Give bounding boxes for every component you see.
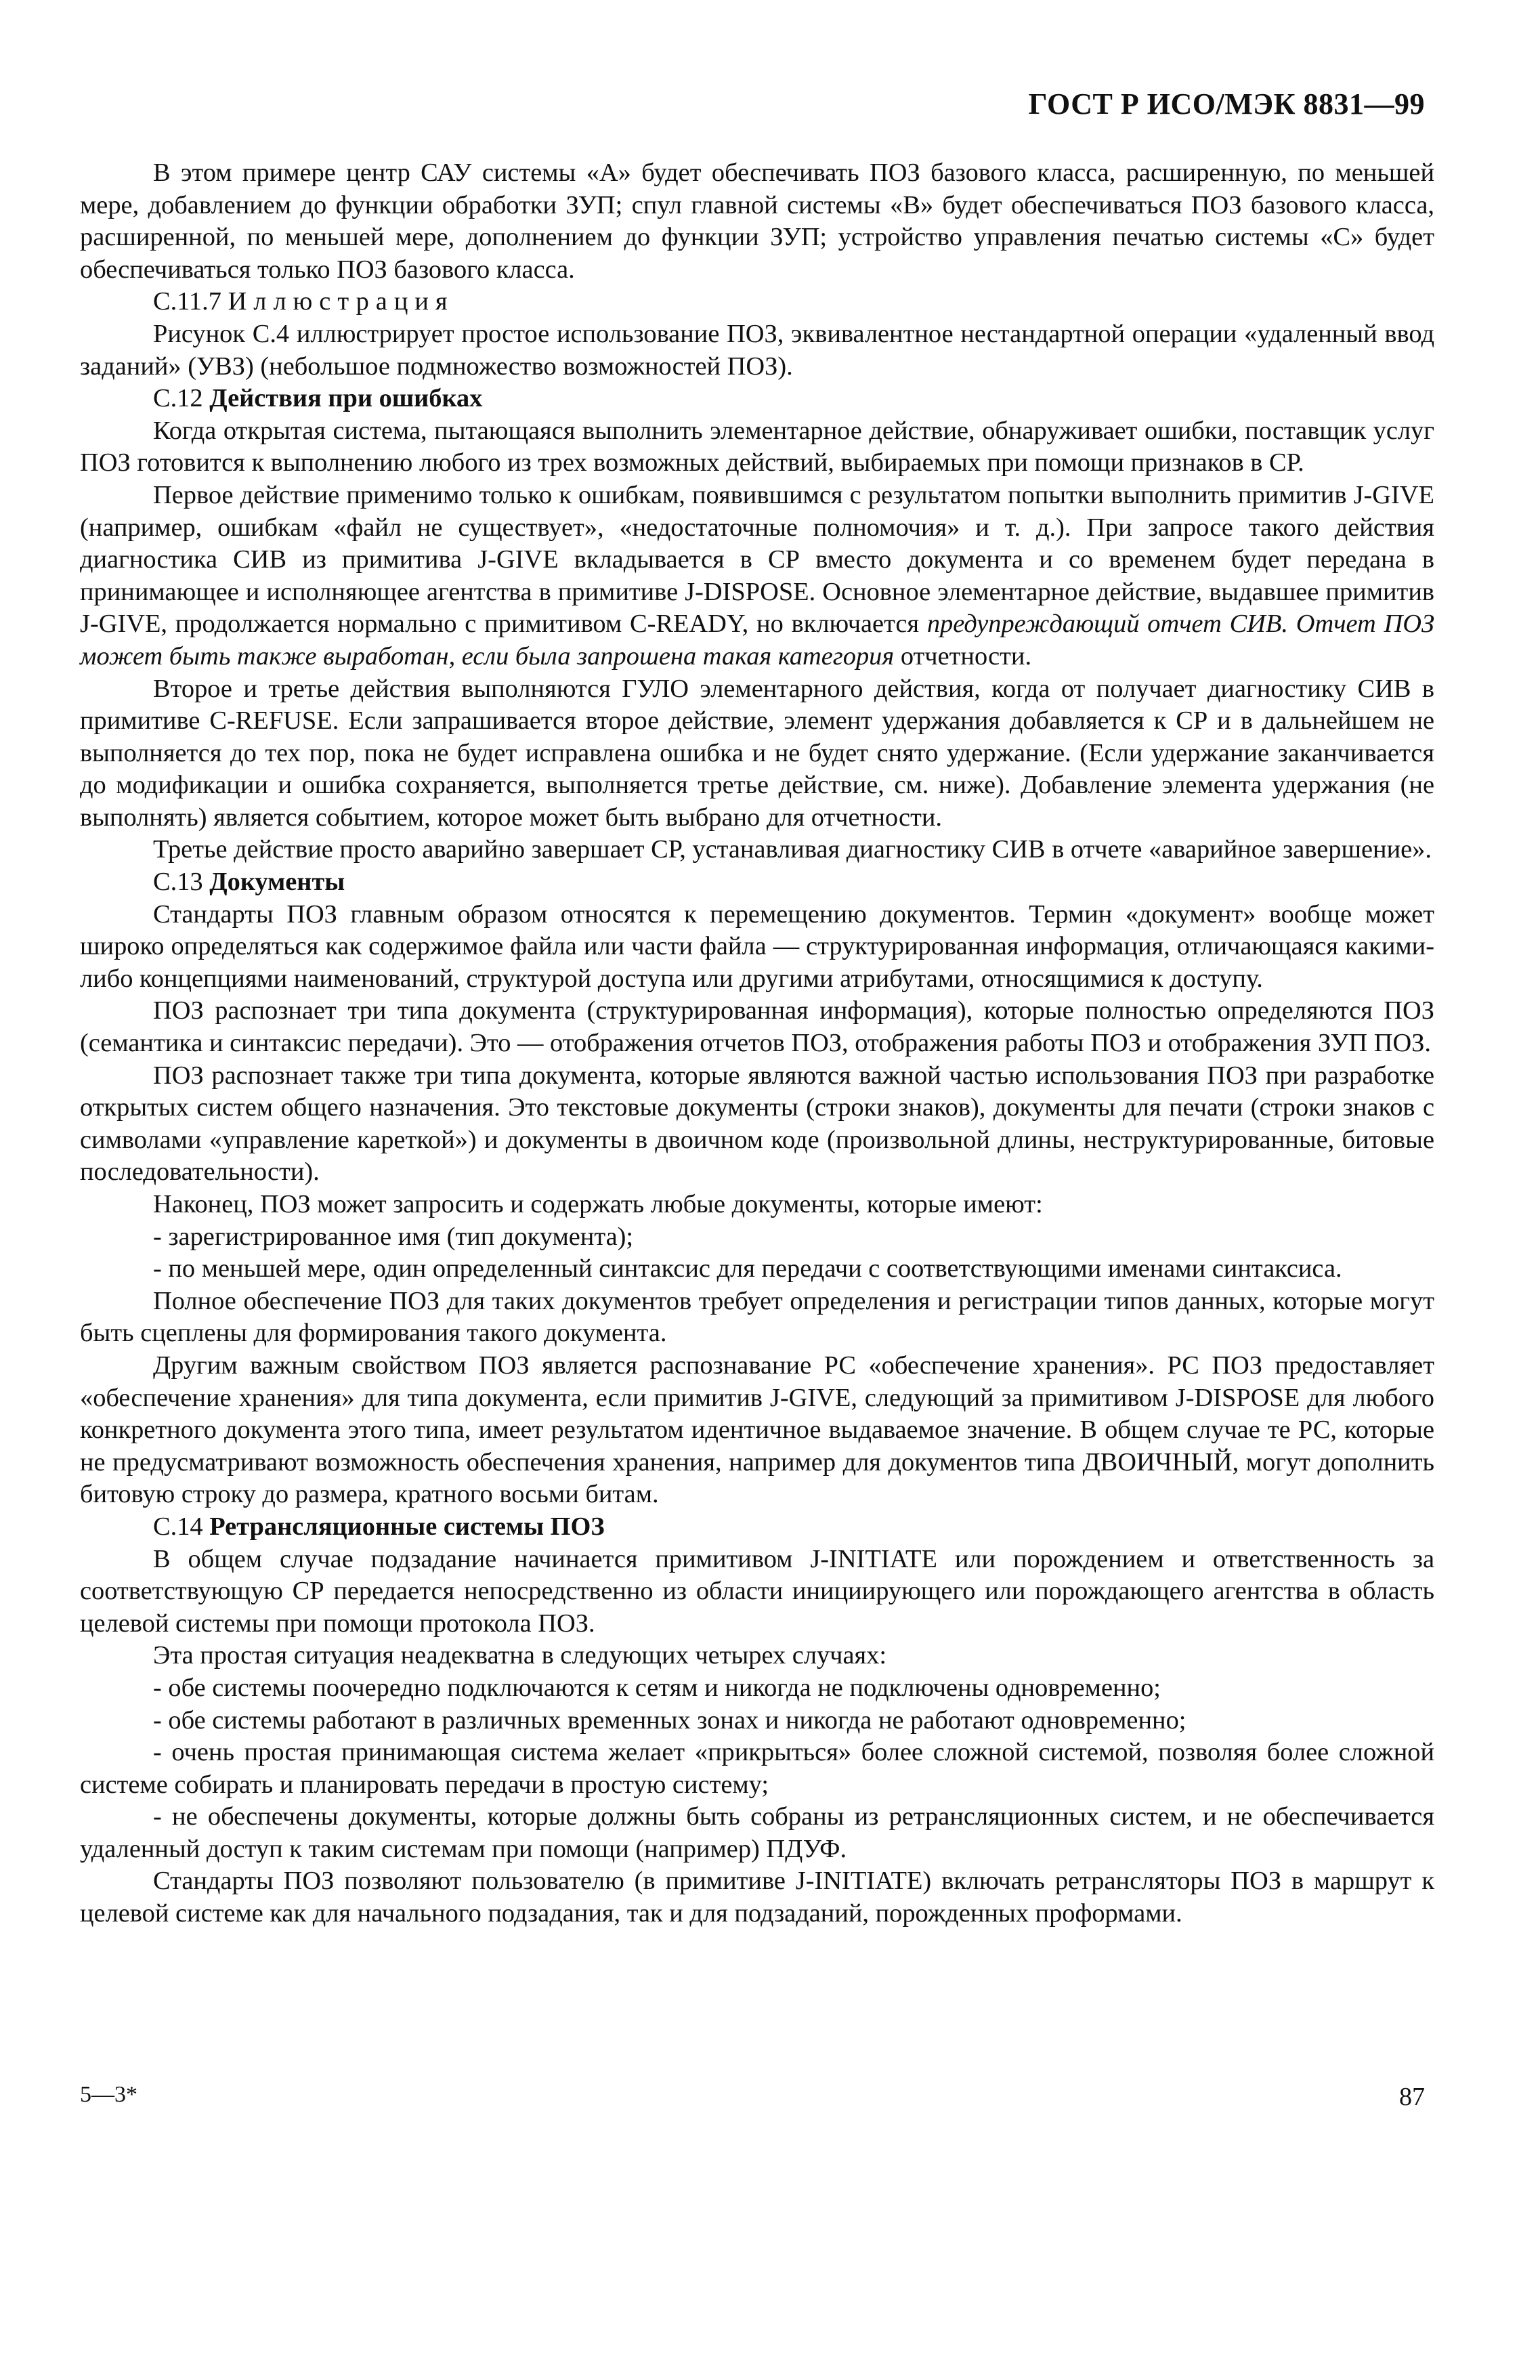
section-title: Документы <box>209 868 345 897</box>
paragraph <box>80 480 1434 673</box>
list-item: - зарегистрированное имя (тип документа); <box>153 1222 634 1251</box>
section-title: Иллюстрация <box>228 287 454 316</box>
paragraph: ПОЗ распознает три типа документа (структурированная информация), которые полностью определяются ПОЗ (семантика и синтаксис передачи). Это — отображения отчетов ПОЗ, отображения работы ПОЗ и отображения ЗУП ПОЗ. <box>80 996 1434 1058</box>
paragraph: Полное обеспечение ПОЗ для таких документов требует определения и регистрации типов данных, которые могут быть сцеплены для формирования такого документа. <box>80 1286 1434 1348</box>
paragraph-italic: предупреждающий отчет СИВ. Отчет ПОЗ может быть также выработан, если была запрошена такая категория <box>80 610 1435 671</box>
footer-signature: 5—3* <box>80 2082 137 2107</box>
document-header: ГОСТ Р ИСО/МЭК 8831—99 <box>1028 87 1425 121</box>
list-item: - обе системы работают в различных временных зонах и никогда не работают одновременно; <box>153 1705 1186 1735</box>
paragraph-text: Первое действие применимо только к ошибкам, появившимся с результатом попытки выполнить примитив J-GIVE (например, ошибкам «файл не существует», «недостаточные полномочия» и т. д.). При запросе такого действия диагностика СИВ из примитива J-GIVE вкладывается в СР вместо документа и со временем будет передана в принимающее и исполняющее агентства в примитиве J-DISPOSE. Основное элементарное действие, выдавшее примитив J-GIVE, продолжается нормально с примитивом C-READY, но включается <box>80 480 1434 639</box>
paragraph: Рисунок С.4 иллюстрирует простое использование ПОЗ, эквивалентное нестандартной операции «удаленный ввод заданий» (УВЗ) (небольшое подмножество возможностей ПОЗ). <box>80 319 1434 381</box>
paragraph: Когда открытая система, пытающаяся выполнить элементарное действие, обнаруживает ошибки, поставщик услуг ПОЗ готовится к выполнению любого из трех возможных действий, выбираемых при помощи признаков в СР. <box>80 416 1434 477</box>
section-heading <box>80 383 1434 415</box>
section-number: С.14 <box>153 1512 203 1541</box>
paragraph: Стандарты ПОЗ главным образом относятся к перемещению документов. Термин «документ» вообще может широко определяться как содержимое файла или части файла — структурированная информация, отличающаяся какими-либо концепциями наименований, структурой доступа или другими атрибутами, относящимися к доступу. <box>80 899 1434 993</box>
page-number: 87 <box>1399 2083 1425 2111</box>
paragraph: В общем случае подзадание начинается примитивом J-INITIATE или порождением и ответственность за соответствующую СР передается непосредственно из области инициирующего или порождающего агентства в область целевой системы при помощи протокола ПОЗ. <box>80 1544 1434 1638</box>
paragraph-tail: отчетности. <box>900 641 1032 671</box>
list-item: - обе системы поочередно подключаются к сетям и никогда не подключены одновременно; <box>153 1673 1161 1702</box>
section-heading <box>80 866 1434 899</box>
paragraph: Третье действие просто аварийно завершает СР, устанавливая диагностику СИВ в отчете «аварийное завершение». <box>153 835 1432 864</box>
section-heading <box>80 286 1434 318</box>
paragraph: В этом примере центр САУ системы «А» будет обеспечивать ПОЗ базового класса, расширенную, по меньшей мере, добавлением до функции обработки ЗУП; спул главной системы «В» будет обеспечиваться ПОЗ базового класса, расширенной, по меньшей мере, дополнением до функции ЗУП; устройство управления печатью системы «С» будет обеспечиваться только ПОЗ базового класса. <box>80 158 1434 284</box>
paragraph: ПОЗ распознает также три типа документа, которые являются важной частью использования ПОЗ при разработке открытых систем общего назначения. Это текстовые документы (строки знаков), документы для печати (строки знаков с символами «управление кареткой») и документы в двоичном коде (произвольной длины, неструктурированные, битовые последовательности). <box>80 1061 1434 1187</box>
paragraph: Стандарты ПОЗ позволяют пользователю (в примитиве J-INITIATE) включать ретрансляторы ПОЗ в маршрут к целевой системе как для начального подзадания, так и для подзаданий, порожденных проформами. <box>80 1867 1434 1928</box>
section-title: Ретрансляционные системы ПОЗ <box>209 1512 605 1541</box>
list-item: - не обеспечены документы, которые должны быть собраны из ретрансляционных систем, и не обеспечивается удаленный доступ к таким системам при помощи (например) ПДУФ. <box>80 1802 1434 1863</box>
paragraph: Второе и третье действия выполняются ГУЛО элементарного действия, когда от получает диагностику СИВ в примитиве C-REFUSE. Если запрашивается второе действие, элемент удержания добавляется к СР и в дальнейшем не выполняется до тех пор, пока не будет исправлена ошибка и не будет снято удержание. (Если удержание заканчивается до модификации и ошибка сохраняется, выполняется третье действие, см. ниже). Добавление элемента удержания (не выполнять) является событием, которое может быть выбрано для отчетности. <box>80 674 1434 832</box>
paragraph: Наконец, ПОЗ может запросить и содержать любые документы, которые имеют: <box>153 1190 1043 1218</box>
section-title: Действия при ошибках <box>209 384 483 413</box>
section-number: С.12 <box>153 384 203 413</box>
list-item: - по меньшей мере, один определенный синтаксис для передачи с соответствующими именами синтаксиса. <box>153 1254 1342 1283</box>
paragraph: Другим важным свойством ПОЗ является распознавание РС «обеспечение хранения». РС ПОЗ предоставляет «обеспечение хранения» для типа документа, если примитив J-GIVE, следующий за примитивом J-DISPOSE для любого конкретного документа этого типа, имеет результатом идентичное выдаваемое значение. В общем случае те РС, которые не предусматривают возможность обеспечения хранения, например для документов типа ДВОИЧНЫЙ, могут дополнить битовую строку до размера, кратного восьми битам. <box>80 1351 1434 1509</box>
section-heading <box>80 1511 1434 1544</box>
document-body <box>80 157 1434 1930</box>
list-item: - очень простая принимающая система желает «прикрыться» более сложной системой, позволяя более сложной системе собирать и планировать передачи в простую систему; <box>80 1738 1434 1799</box>
paragraph: Эта простая ситуация неадекватна в следующих четырех случаях: <box>153 1641 887 1670</box>
section-number: С.11.7 <box>153 287 221 316</box>
section-number: С.13 <box>153 868 203 897</box>
